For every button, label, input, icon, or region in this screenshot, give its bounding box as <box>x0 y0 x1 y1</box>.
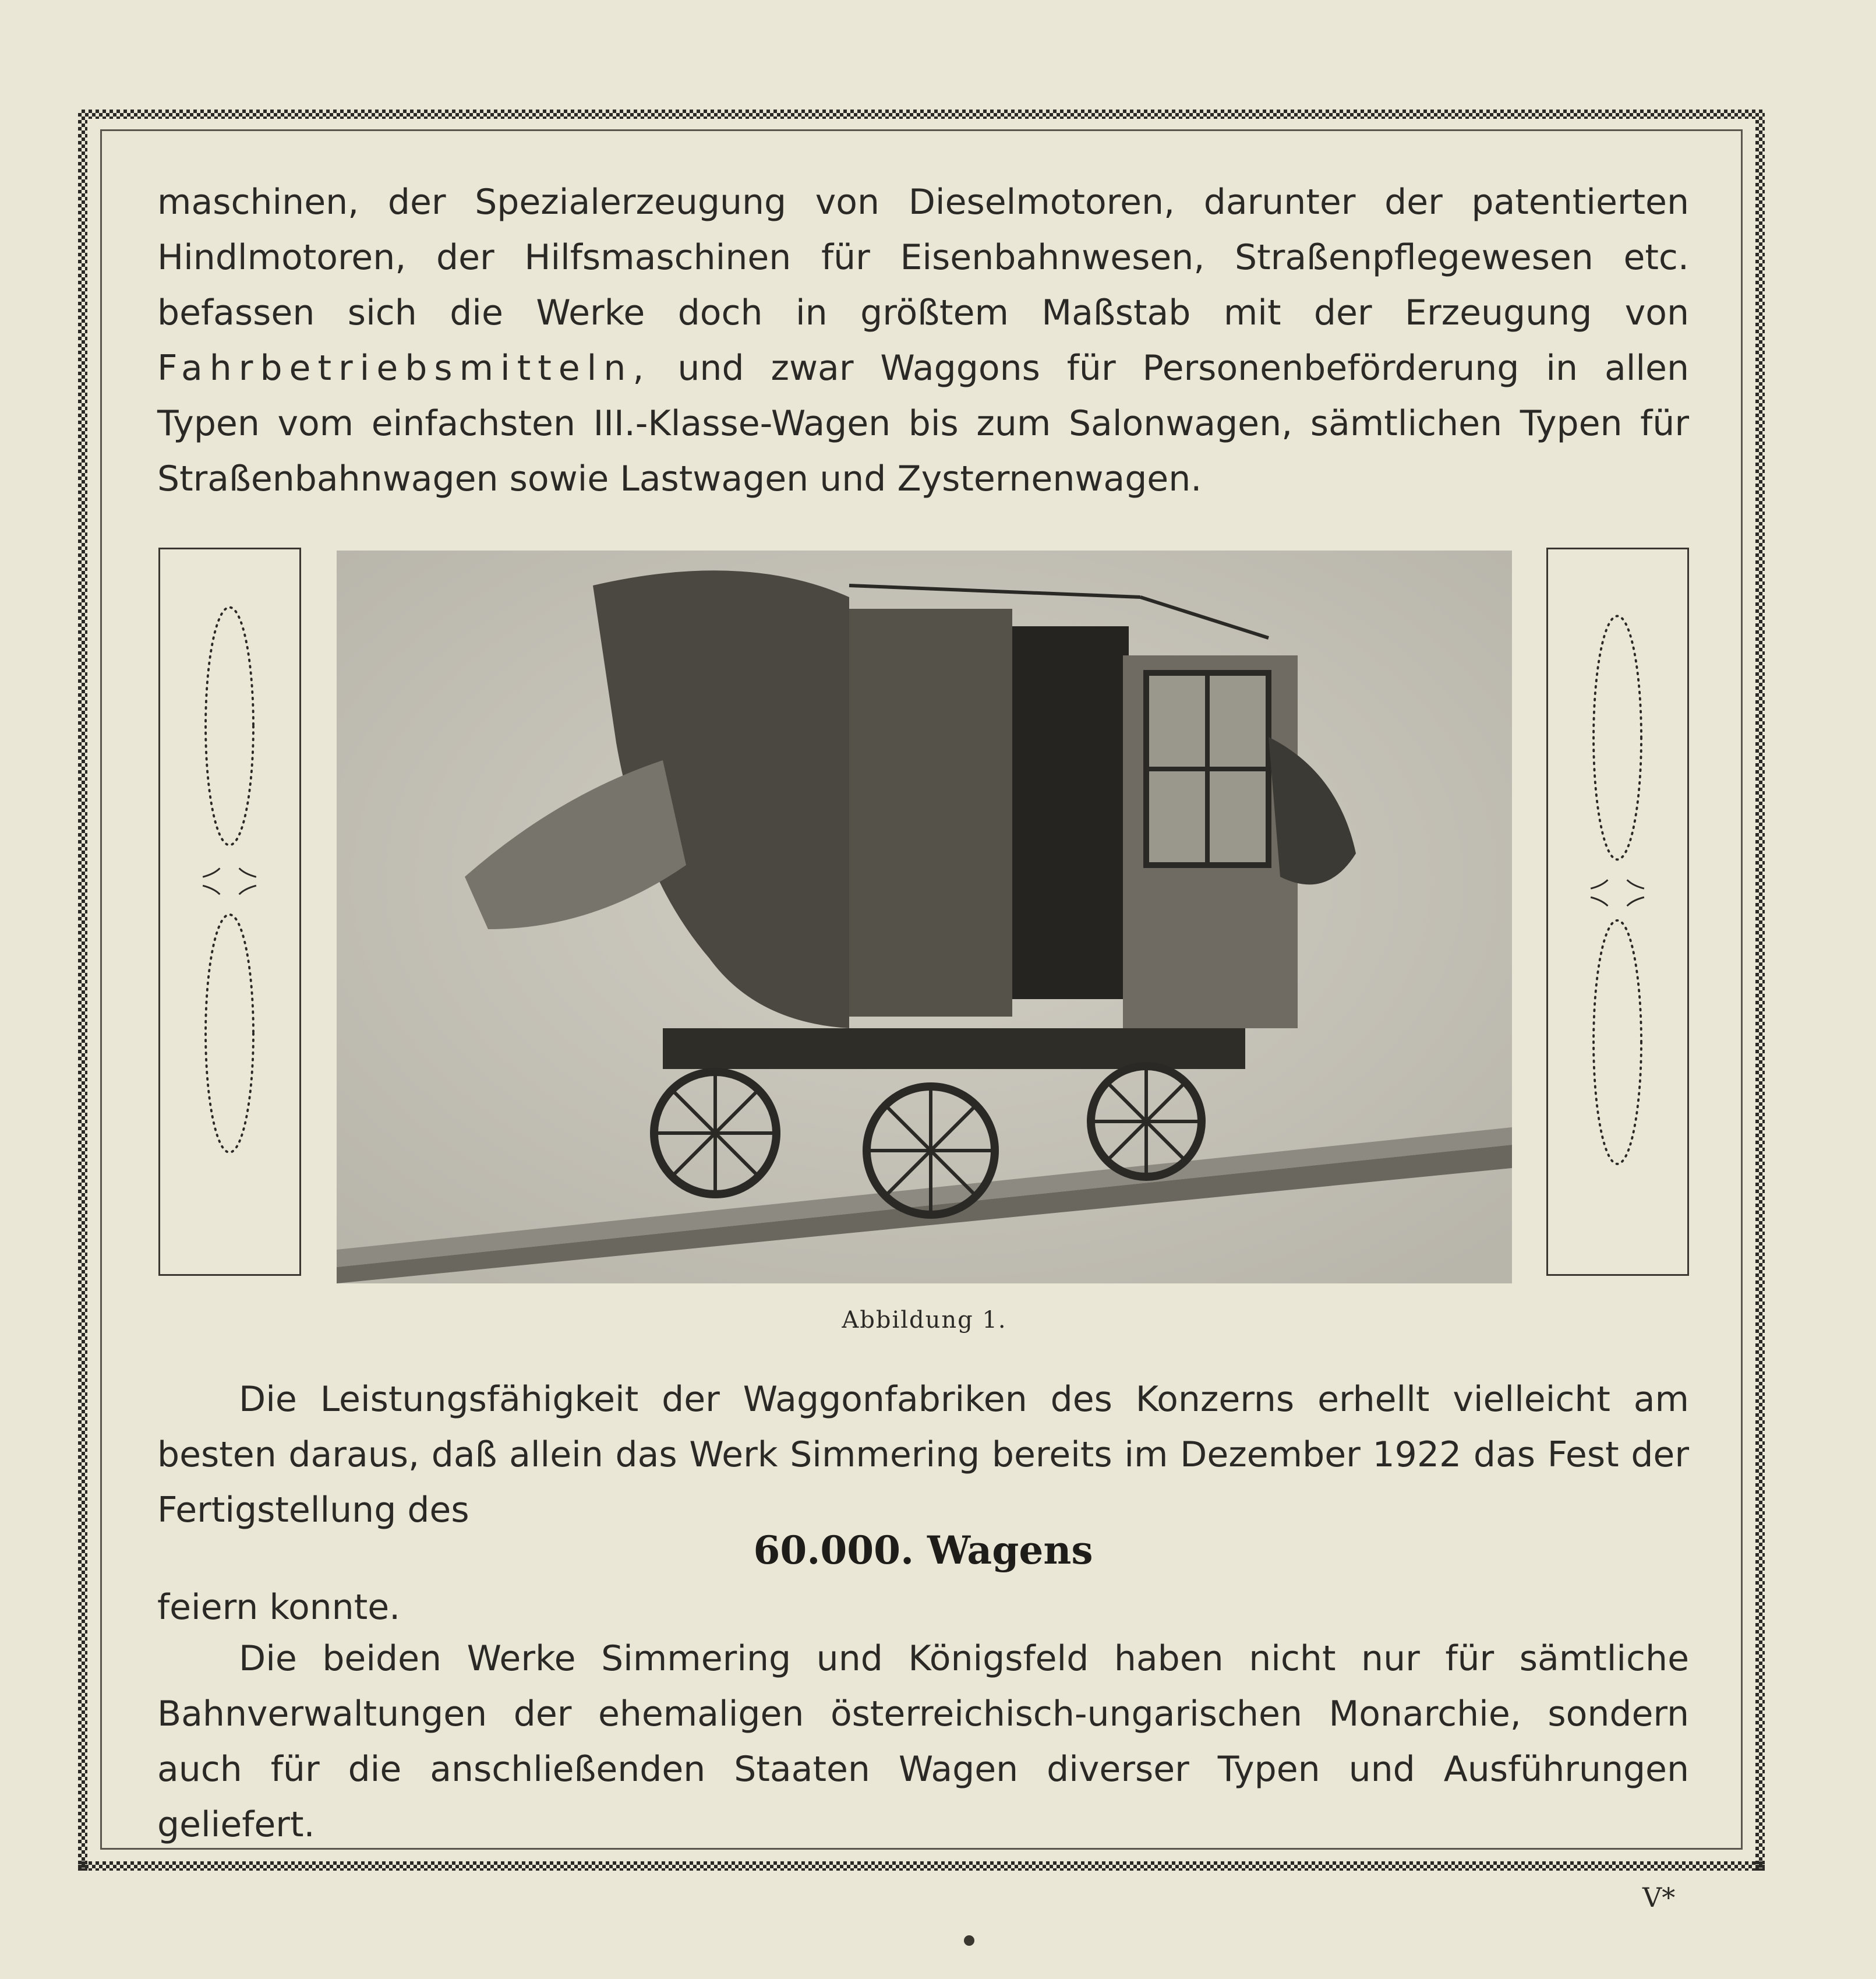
figure-caption: Abbildung 1. <box>842 1307 1007 1334</box>
rail-coach-photo-icon <box>337 551 1512 1283</box>
ornament-right-icon <box>1548 549 1687 1274</box>
paragraph-1-spaced-word: Fahrbetriebsmitteln, <box>157 348 651 389</box>
border-left <box>78 110 87 1871</box>
stray-dot <box>964 1935 974 1946</box>
ornament-left-icon <box>160 549 299 1274</box>
ornament-panel-left <box>158 548 301 1276</box>
ornament-panel-right <box>1546 548 1689 1276</box>
paragraph-1-text-a: maschinen, der Spezialerzeugung von Dieselmotoren, darunter der patentierten Hindlmotoren, der Hilfsmaschinen für Eisenbahnwesen, Straßenpflegewesen etc. befassen sich die Werke doch in größtem Maßstab mit der Erzeugung von <box>157 182 1689 333</box>
paragraph-2: Die Leistungsfähigkeit der Waggonfabriken des Konzerns erhellt vielleicht am besten daraus, daß allein das Werk Simmering bereits im Dezember 1922 das Fest der Fertigstellung des <box>157 1379 1689 1530</box>
page-mark: V* <box>1642 1882 1676 1913</box>
border-bottom <box>78 1861 1765 1871</box>
border-right <box>1755 110 1765 1871</box>
paragraph-3: Die beiden Werke Simmering und Königsfeld haben nicht nur für sämtliche Bahnverwaltungen der ehemaligen österreichisch-ungarischen Monarchie, sondern auch für die anschließenden Staaten Wagen diverser Typen und Ausführungen geliefert. <box>157 1638 1689 1845</box>
highlight-wagon-count: 60.000. Wagens <box>753 1528 1093 1573</box>
border-top <box>78 110 1765 119</box>
figure-photo <box>337 551 1512 1283</box>
paragraph-2-tail: feiern konnte. <box>157 1587 401 1628</box>
paragraph-1-text-b: und zwar Waggons für Personenbeförderung in allen Typen vom einfachsten III.-Klasse-Wagen bis zum Salonwagen, sämtlichen Typen für Straßenbahnwagen sowie Lastwagen und Zysternenwagen. <box>157 348 1689 499</box>
paragraph-1 <box>157 175 1689 507</box>
